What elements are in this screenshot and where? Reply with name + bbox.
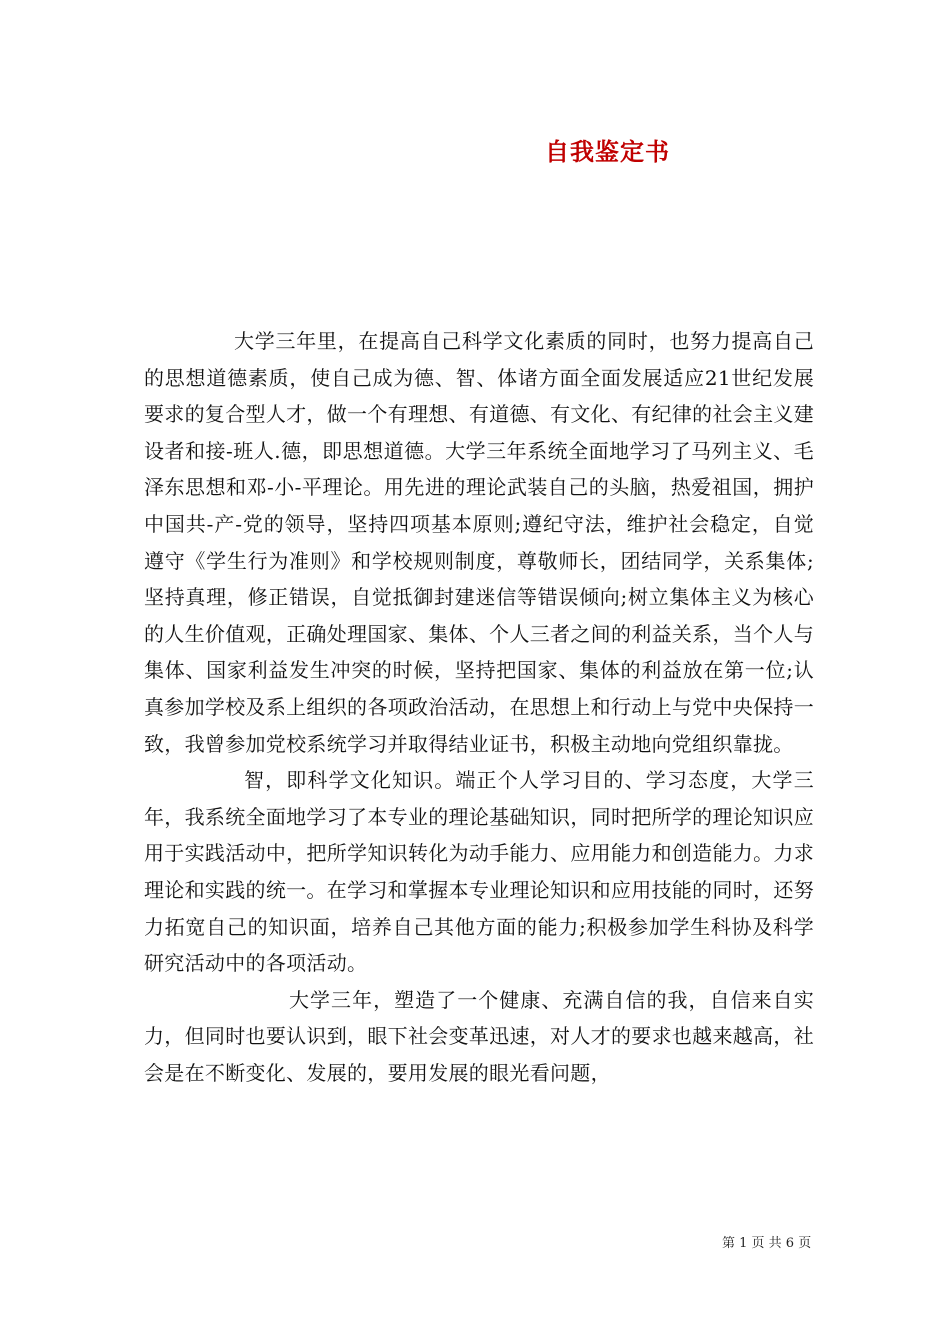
paragraph-confidence: 大学三年，塑造了一个健康、充满自信的我，自信来自实力，但同时也要认识到，眼下社会变革迅速，对人才的要求也越来越高，社会是在不断变化、发展的，要用发展的眼光看问题， — [144, 987, 814, 1085]
paragraph-moral: 大学三年里，在提高自己科学文化素质的同时，也努力提高自己的思想道德素质，使自己成为德、智、体诸方面全面发展适应21世纪发展要求的复合型人才，做一个有理想、有道德、有文化、有纪律的社会主义建设者和接-班人.德，即思想道德。大学三年系统全面地学习了马列主义、毛泽东思想和邓-小-平理论。用先进的理论武装自己的头脑，热爱祖国，拥护中国共-产-党的领导，坚持四项基本原则;遵纪守法，维护社会稳定，自觉遵守《学生行为准则》和学校规则制度，尊敬师长，团结同学，关系集体;坚持真理，修正错误，自觉抵御封建迷信等错误倾向;树立集体主义为核心的人生价值观，正确处理国家、集体、个人三者之间的利益关系，当个人与集体、国家利益发生冲突的时候，坚持把国家、集体的利益放在第一位;认真参加学校及系上组织的各项政治活动，在思想上和行动上与党中央保持一致，我曾参加党校系统学习并取得结业证书，积极主动地向党组织靠拢。 — [144, 329, 814, 756]
document-title: 自我鉴定书 — [545, 138, 670, 166]
paragraph-knowledge: 智，即科学文化知识。端正个人学习目的、学习态度，大学三年，我系统全面地学习了本专业的理论基础知识，同时把所学的理论知识应用于实践活动中，把所学知识转化为动手能力、应用能力和创造能力。力求理论和实践的统一。在学习和掌握本专业理论知识和应用技能的同时，还努力拓宽自己的知识面，培养自己其他方面的能力;积极参加学生科协及科学研究活动中的各项活动。 — [144, 768, 814, 976]
page-number-footer: 第 1 页 共 6 页 — [722, 1236, 812, 1251]
document-body — [144, 323, 814, 1091]
